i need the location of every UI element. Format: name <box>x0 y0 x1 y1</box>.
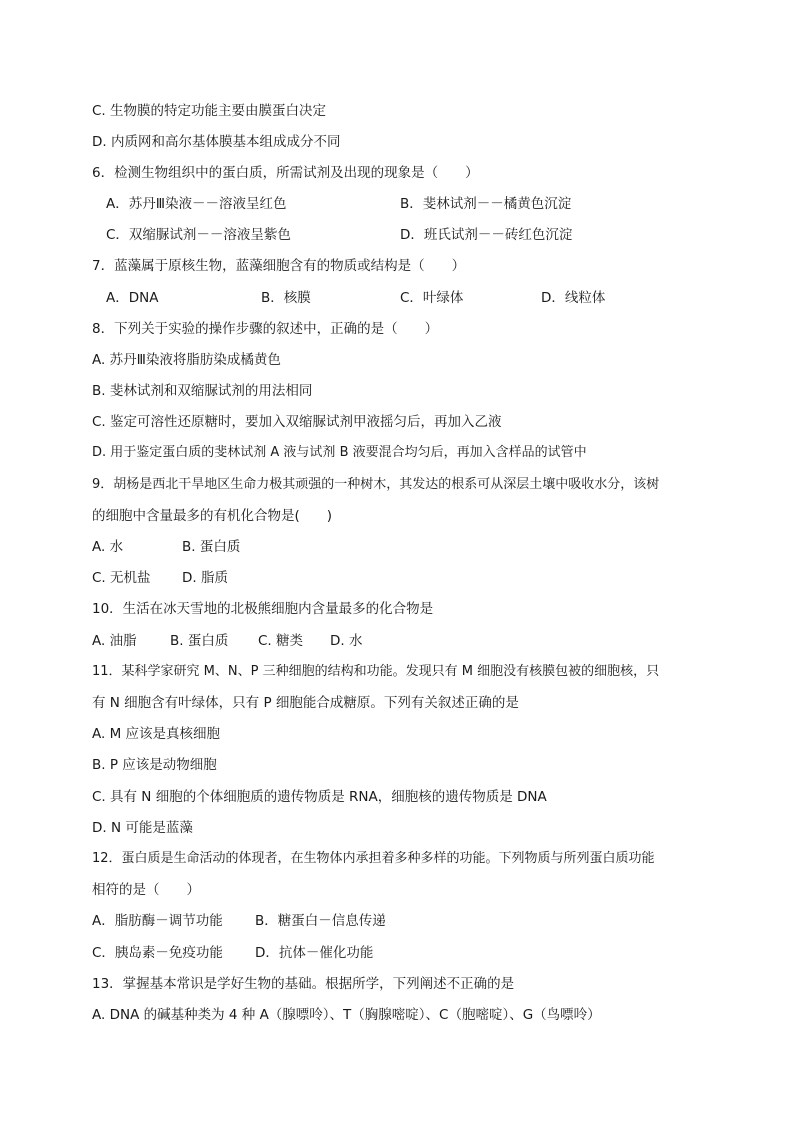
q11-option-d: D. N 可能是蓝藻 <box>92 820 193 836</box>
q10-stem: 10．生活在冰天雪地的北极熊细胞内含量最多的化合物是 <box>92 601 434 617</box>
q10-option-c: C. 糖类 <box>258 633 304 649</box>
q5-option-d: D. 内质网和高尔基体膜基本组成成分不同 <box>92 134 341 150</box>
q8-option-d: D. 用于鉴定蛋白质的斐林试剂 A 液与试剂 B 液要混合均匀后，再加入含样品的试管中 <box>92 445 587 460</box>
q10-option-b: B. 蛋白质 <box>170 633 229 649</box>
q6-stem: 6．检测生物组织中的蛋白质，所需试剂及出现的现象是（ ） <box>92 165 479 181</box>
q12-option-c: C．胰岛素－免疫功能 <box>92 945 223 961</box>
q10-option-d: D. 水 <box>330 633 363 649</box>
q12-option-d: D．抗体－催化功能 <box>255 945 374 961</box>
q5-option-c: C. 生物膜的特定功能主要由膜蛋白决定 <box>92 103 327 119</box>
q6-option-b: B．斐林试剂－－橘黄色沉淀 <box>400 196 572 212</box>
q8-option-a: A. 苏丹Ⅲ染液将脂肪染成橘黄色 <box>92 352 281 368</box>
q6-option-a: A．苏丹Ⅲ染液－－溶液呈红色 <box>106 196 287 212</box>
q7-option-b: B．核膜 <box>261 290 311 306</box>
q11-option-b: B. P 应该是动物细胞 <box>92 757 217 773</box>
q8-option-c: C. 鉴定可溶性还原糖时，要加入双缩脲试剂甲液摇匀后，再加入乙液 <box>92 414 502 430</box>
q9-option-c: C. 无机盐 <box>92 570 151 586</box>
q9-stem-line-1: 9．胡杨是西北干旱地区生命力极其顽强的一种树木，其发达的根系可从深层土壤中吸收水分，该树 <box>92 477 660 492</box>
q9-option-d: D. 脂质 <box>182 570 228 586</box>
q9-option-b: B. 蛋白质 <box>182 539 241 555</box>
q13-option-a: A. DNA 的碱基种类为 4 种 A（腺嘌呤）、T（胸腺嘧啶）、C（胞嘧啶）、G（鸟嘌呤） <box>92 1007 601 1023</box>
q7-stem: 7．蓝藻属于原核生物，蓝藻细胞含有的物质或结构是（ ） <box>92 258 466 274</box>
q11-option-a: A. M 应该是真核细胞 <box>92 726 221 742</box>
q12-option-b: B．糖蛋白－信息传递 <box>255 913 386 929</box>
q9-stem-line-2: 的细胞中含量最多的有机化合物是( ) <box>92 508 333 524</box>
q13-stem: 13．掌握基本常识是学好生物的基础。根据所学，下列阐述不正确的是 <box>92 976 515 992</box>
q7-option-a: A．DNA <box>106 290 159 306</box>
q7-option-d: D．线粒体 <box>541 290 606 306</box>
q12-stem-line-1: 12．蛋白质是生命活动的体现者，在生物体内承担着多种多样的功能。下列物质与所列蛋白质功能 <box>92 851 655 866</box>
q12-option-a: A．脂肪酶－调节功能 <box>92 913 223 929</box>
q9-option-a: A. 水 <box>92 539 124 555</box>
q6-option-d: D．班氏试剂－－砖红色沉淀 <box>400 227 573 243</box>
q8-stem: 8．下列关于实验的操作步骤的叙述中，正确的是（ ） <box>92 321 439 337</box>
q6-option-c: C．双缩脲试剂－－溶液呈紫色 <box>106 227 291 243</box>
q12-stem-line-2: 相符的是（ ） <box>92 882 200 898</box>
q10-option-a: A. 油脂 <box>92 633 137 649</box>
q7-option-c: C．叶绿体 <box>400 290 464 306</box>
q11-stem-line-1: 11．某科学家研究 M、N、P 三种细胞的结构和功能。发现只有 M 细胞没有核膜包被的细胞核，只 <box>92 664 660 679</box>
q8-option-b: B. 斐林试剂和双缩脲试剂的用法相同 <box>92 383 313 399</box>
q11-stem-line-2: 有 N 细胞含有叶绿体，只有 P 细胞能合成糖原。下列有关叙述正确的是 <box>92 695 519 711</box>
q11-option-c: C. 具有 N 细胞的个体细胞质的遗传物质是 RNA，细胞核的遗传物质是 DNA <box>92 789 547 805</box>
